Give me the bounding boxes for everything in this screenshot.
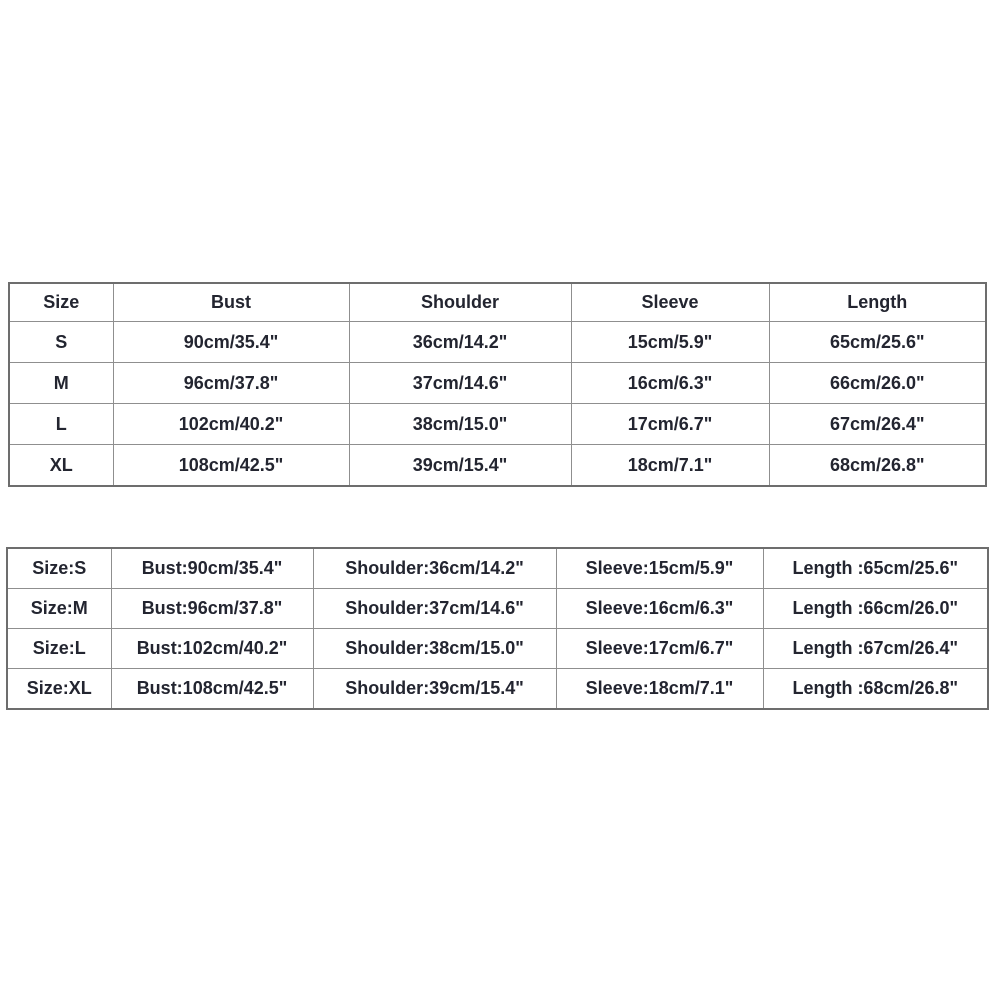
- cell-bust: 96cm/37.8": [113, 363, 349, 404]
- cell-length-label: Length :65cm/25.6": [763, 548, 988, 589]
- cell-size-label: Size:S: [7, 548, 111, 589]
- size-description-table: [6, 547, 989, 710]
- cell-shoulder-label: Shoulder:37cm/14.6": [313, 589, 556, 629]
- cell-length: 68cm/26.8": [769, 445, 986, 487]
- cell-size: L: [9, 404, 113, 445]
- cell-shoulder: 37cm/14.6": [349, 363, 571, 404]
- table-row-m: [7, 589, 988, 629]
- cell-size-label: Size:M: [7, 589, 111, 629]
- cell-length: 67cm/26.4": [769, 404, 986, 445]
- table-row-s: [7, 548, 988, 589]
- cell-sleeve-label: Sleeve:16cm/6.3": [556, 589, 763, 629]
- cell-length-label: Length :67cm/26.4": [763, 629, 988, 669]
- cell-sleeve-label: Sleeve:17cm/6.7": [556, 629, 763, 669]
- cell-shoulder-label: Shoulder:38cm/15.0": [313, 629, 556, 669]
- cell-bust-label: Bust:90cm/35.4": [111, 548, 313, 589]
- cell-bust: 90cm/35.4": [113, 322, 349, 363]
- cell-length-label: Length :66cm/26.0": [763, 589, 988, 629]
- cell-length: 65cm/25.6": [769, 322, 986, 363]
- header-row: [9, 283, 986, 322]
- cell-bust: 108cm/42.5": [113, 445, 349, 487]
- cell-bust-label: Bust:96cm/37.8": [111, 589, 313, 629]
- column-header-bust: Bust: [113, 283, 349, 322]
- cell-bust-label: Bust:108cm/42.5": [111, 669, 313, 710]
- cell-shoulder: 39cm/15.4": [349, 445, 571, 487]
- cell-shoulder-label: Shoulder:36cm/14.2": [313, 548, 556, 589]
- cell-sleeve: 17cm/6.7": [571, 404, 769, 445]
- table-row-s: [9, 322, 986, 363]
- cell-size: XL: [9, 445, 113, 487]
- column-header-size: Size: [9, 283, 113, 322]
- column-header-shoulder: Shoulder: [349, 283, 571, 322]
- cell-sleeve: 15cm/5.9": [571, 322, 769, 363]
- cell-bust-label: Bust:102cm/40.2": [111, 629, 313, 669]
- cell-length-label: Length :68cm/26.8": [763, 669, 988, 710]
- table-row-xl: [9, 445, 986, 487]
- column-header-sleeve: Sleeve: [571, 283, 769, 322]
- cell-shoulder-label: Shoulder:39cm/15.4": [313, 669, 556, 710]
- cell-length: 66cm/26.0": [769, 363, 986, 404]
- column-header-length: Length: [769, 283, 986, 322]
- table-row-l: [9, 404, 986, 445]
- cell-sleeve-label: Sleeve:18cm/7.1": [556, 669, 763, 710]
- size-chart-table: [8, 282, 987, 487]
- table-row-l: [7, 629, 988, 669]
- cell-bust: 102cm/40.2": [113, 404, 349, 445]
- cell-size-label: Size:XL: [7, 669, 111, 710]
- table-row-xl: [7, 669, 988, 710]
- cell-size-label: Size:L: [7, 629, 111, 669]
- cell-shoulder: 36cm/14.2": [349, 322, 571, 363]
- cell-sleeve-label: Sleeve:15cm/5.9": [556, 548, 763, 589]
- cell-size: M: [9, 363, 113, 404]
- cell-sleeve: 18cm/7.1": [571, 445, 769, 487]
- cell-sleeve: 16cm/6.3": [571, 363, 769, 404]
- table-row-m: [9, 363, 986, 404]
- cell-shoulder: 38cm/15.0": [349, 404, 571, 445]
- cell-size: S: [9, 322, 113, 363]
